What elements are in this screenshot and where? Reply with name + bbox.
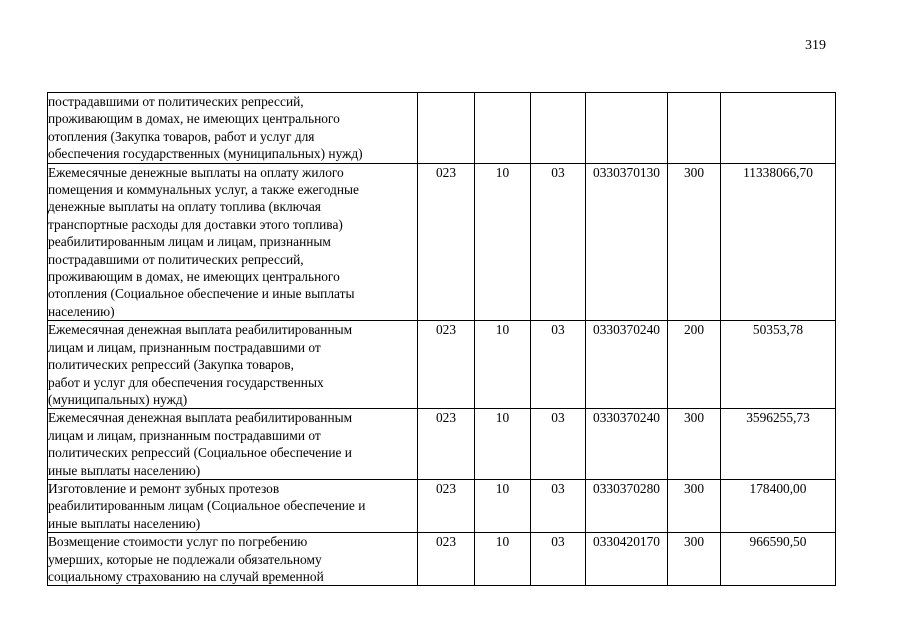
- description-line: проживающим в домах, не имеющих центрального: [48, 269, 340, 285]
- ministry-code-cell: 023: [418, 321, 475, 409]
- subsection-code-cell: 03: [531, 479, 586, 532]
- section-code-cell: 10: [475, 409, 531, 480]
- table-row: [48, 409, 836, 480]
- description-cell: [48, 409, 418, 480]
- description-line: отопления (Закупка товаров, работ и услуг для: [48, 128, 315, 144]
- amount-cell: 966590,50: [721, 533, 836, 586]
- description-line: Ежемесячная денежная выплата реабилитированным: [48, 410, 353, 426]
- description-cell: [48, 533, 418, 586]
- table-row: [48, 321, 836, 409]
- description-cell: [48, 479, 418, 532]
- budget-table-body: [48, 93, 836, 586]
- subsection-code-cell: 03: [531, 163, 586, 321]
- description-line: Ежемесячные денежные выплаты на оплату жилого: [48, 164, 344, 180]
- description-cell: [48, 93, 418, 164]
- amount-cell: [721, 93, 836, 164]
- budget-table: [47, 92, 836, 586]
- expense-type-cell: 300: [668, 163, 721, 321]
- description-line: отопления (Социальное обеспечение и иные выплаты: [48, 286, 355, 302]
- table-row: [48, 533, 836, 586]
- description-line: работ и услуг для обеспечения государственных: [48, 374, 324, 390]
- amount-cell: 50353,78: [721, 321, 836, 409]
- description-line: проживающим в домах, не имеющих центрального: [48, 111, 340, 127]
- description-line: реабилитированным лицам (Социальное обеспечение и: [48, 498, 366, 514]
- section-code-cell: 10: [475, 533, 531, 586]
- subsection-code-cell: 03: [531, 321, 586, 409]
- description-cell: [48, 321, 418, 409]
- ministry-code-cell: 023: [418, 163, 475, 321]
- table-row: [48, 93, 836, 164]
- ministry-code-cell: 023: [418, 533, 475, 586]
- description-line: лицам и лицам, признанным пострадавшими от: [48, 427, 321, 443]
- description-line: пострадавшими от политических репрессий,: [48, 251, 304, 267]
- subsection-code-cell: [531, 93, 586, 164]
- target-article-cell: 0330420170: [586, 533, 668, 586]
- subsection-code-cell: 03: [531, 533, 586, 586]
- ministry-code-cell: 023: [418, 409, 475, 480]
- description-line: обеспечения государственных (муниципальных) нужд): [48, 146, 363, 162]
- amount-cell: 178400,00: [721, 479, 836, 532]
- target-article-cell: 0330370240: [586, 409, 668, 480]
- description-line: транспортные расходы для доставки этого топлива): [48, 216, 343, 232]
- section-code-cell: [475, 93, 531, 164]
- section-code-cell: 10: [475, 479, 531, 532]
- description-cell: [48, 163, 418, 321]
- description-line: политических репрессий (Закупка товаров,: [48, 357, 294, 373]
- section-code-cell: 10: [475, 321, 531, 409]
- description-line: Возмещение стоимости услуг по погребению: [48, 534, 308, 550]
- description-line: социальному страхованию на случай временной: [48, 568, 324, 584]
- expense-type-cell: 200: [668, 321, 721, 409]
- expense-type-cell: 300: [668, 409, 721, 480]
- target-article-cell: 0330370280: [586, 479, 668, 532]
- description-line: иные выплаты населению): [48, 462, 201, 478]
- description-line: реабилитированным лицам и лицам, признанным: [48, 234, 331, 250]
- amount-cell: 11338066,70: [721, 163, 836, 321]
- target-article-cell: 0330370130: [586, 163, 668, 321]
- description-line: населению): [48, 303, 115, 319]
- description-line: лицам и лицам, признанным пострадавшими от: [48, 339, 321, 355]
- expense-type-cell: [668, 93, 721, 164]
- section-code-cell: 10: [475, 163, 531, 321]
- description-line: иные выплаты населению): [48, 515, 201, 531]
- subsection-code-cell: 03: [531, 409, 586, 480]
- target-article-cell: 0330370240: [586, 321, 668, 409]
- description-line: политических репрессий (Социальное обеспечение и: [48, 445, 352, 461]
- description-line: Изготовление и ремонт зубных протезов: [48, 480, 280, 496]
- expense-type-cell: 300: [668, 479, 721, 532]
- ministry-code-cell: [418, 93, 475, 164]
- description-line: денежные выплаты на оплату топлива (включая: [48, 199, 321, 215]
- description-line: умерших, которые не подлежали обязательному: [48, 551, 322, 567]
- description-line: Ежемесячная денежная выплата реабилитированным: [48, 322, 353, 338]
- table-row: [48, 479, 836, 532]
- ministry-code-cell: 023: [418, 479, 475, 532]
- expense-type-cell: 300: [668, 533, 721, 586]
- page-number: 319: [805, 38, 826, 53]
- amount-cell: 3596255,73: [721, 409, 836, 480]
- target-article-cell: [586, 93, 668, 164]
- description-line: помещения и коммунальных услуг, а также ежегодные: [48, 182, 359, 198]
- description-line: пострадавшими от политических репрессий,: [48, 94, 304, 109]
- table-row: [48, 163, 836, 321]
- description-line: (муниципальных) нужд): [48, 391, 188, 407]
